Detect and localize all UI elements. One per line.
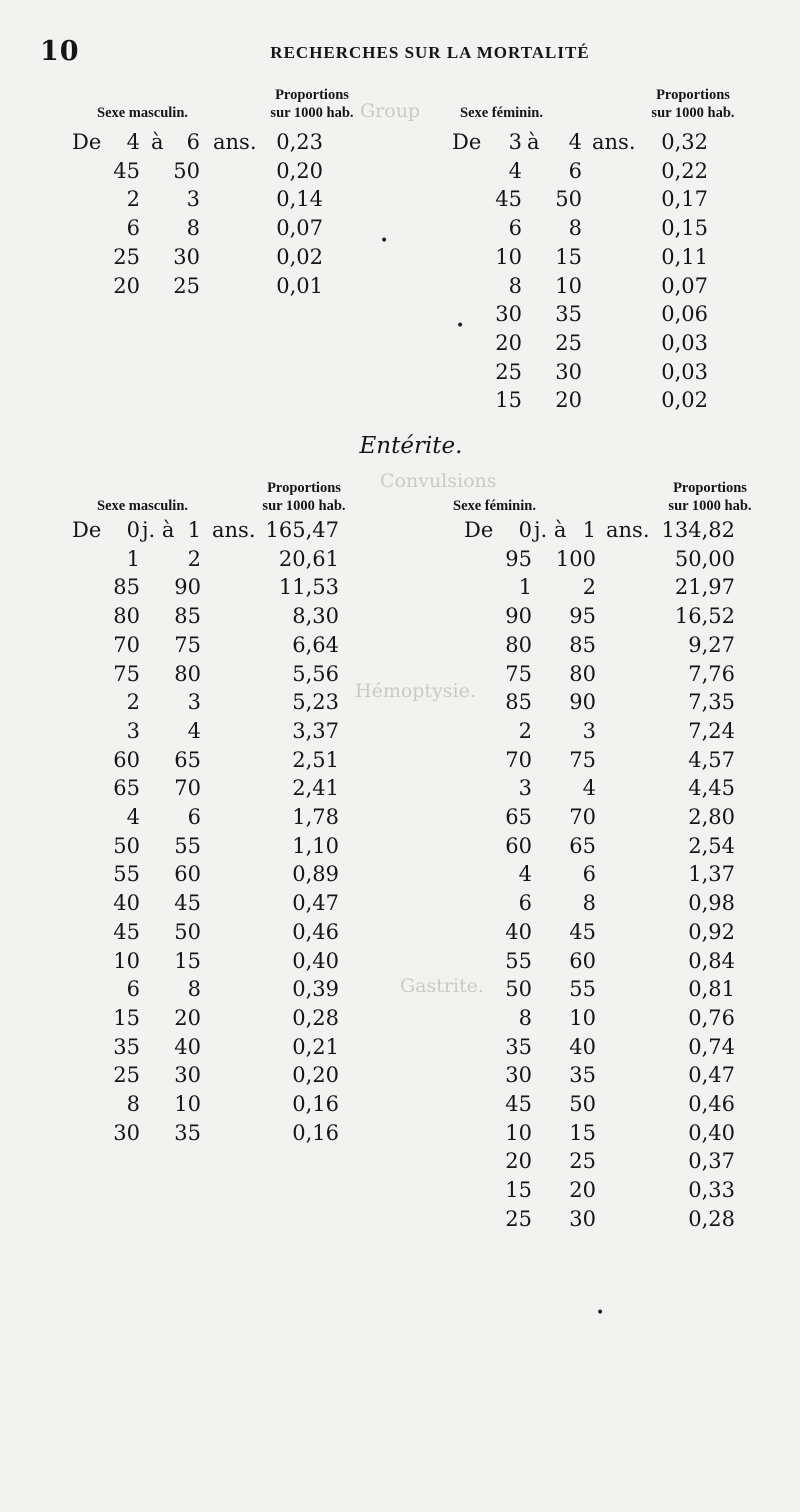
age-from: 15 [495,388,522,413]
age-separator: j. à [142,518,175,542]
age-to: 15 [569,1120,596,1145]
proportion-value: 0,20 [276,158,323,183]
proportion-value: 50,00 [674,546,735,571]
table-row [0,130,800,159]
age-separator: j. à [534,518,567,542]
age-from: 45 [495,187,522,212]
age-to: 55 [569,977,596,1002]
age-from: 25 [113,1063,140,1088]
age-to: 75 [569,747,596,772]
ink-dot: • [456,318,465,334]
table-row [0,834,800,863]
age-from: 40 [505,919,532,944]
age-to: 25 [173,273,200,298]
proportion-value: 0,02 [276,244,323,269]
table-row [0,245,800,274]
enterite-male-column-header [97,480,387,516]
age-from: 75 [505,661,532,686]
age-to: 8 [186,216,200,241]
age-to: 65 [569,833,596,858]
age-from: 15 [113,1005,140,1030]
age-to: 6 [187,805,201,829]
age-to: 85 [569,632,596,657]
age-from: 6 [126,216,140,241]
sexe-label: Sexe féminin. [453,498,536,514]
proportion-value: 0,03 [661,359,708,384]
table-row [0,187,800,216]
table-row [0,1207,800,1236]
age-to: 8 [568,216,582,241]
table-row [0,331,800,360]
age-from: 0 [518,518,532,542]
proportion-value: 0,28 [292,1005,339,1030]
proportion-value: 0,33 [688,1178,735,1203]
table-row [0,302,800,331]
proportion-value: 4,45 [688,776,735,801]
age-to: 25 [569,1149,596,1174]
age-to: 70 [174,776,201,801]
table-row [0,575,800,604]
age-from: 45 [113,919,140,944]
age-unit: ans. [213,130,257,154]
table-row [0,891,800,920]
proportion-value: 0,47 [292,891,339,916]
proportion-value: 0,47 [688,1063,735,1088]
table-row [0,1006,800,1035]
age-to: 50 [174,919,201,944]
show-through-text: Group [360,100,421,122]
proportion-value: 2,41 [292,776,339,801]
age-from: 60 [505,833,532,858]
age-from: 80 [505,632,532,657]
age-from: 70 [505,747,532,772]
proportion-value: 5,23 [292,690,339,715]
age-to: 90 [174,575,201,600]
proportion-value: 7,76 [688,661,735,686]
proportion-value: 0,06 [661,302,708,327]
age-to: 90 [569,690,596,715]
age-from: 20 [495,330,522,355]
age-to: 75 [174,632,201,657]
ink-dot: • [596,1305,605,1321]
age-from: 90 [505,604,532,629]
age-to: 35 [569,1063,596,1088]
table-row [0,1121,800,1150]
age-from: 20 [505,1149,532,1174]
proportions-unit-label: sur 1000 hab. [668,498,752,514]
top-female-column-header [460,87,760,123]
age-to: 20 [555,388,582,413]
proportion-value: 2,80 [688,805,735,829]
age-to: 35 [555,302,582,327]
age-from: 8 [518,1005,532,1030]
age-from: 55 [505,948,532,973]
age-to: 50 [555,187,582,212]
age-from: 0 [126,518,140,542]
age-from: 30 [495,302,522,327]
table-row [0,1063,800,1092]
row-prefix: De [464,518,494,542]
proportion-value: 8,30 [292,604,339,629]
proportion-value: 0,74 [688,1034,735,1059]
proportion-value: 0,32 [661,130,708,154]
proportion-value: 1,78 [292,805,339,829]
age-from: 15 [505,1178,532,1203]
age-separator: à [527,130,540,154]
proportion-value: 0,07 [661,273,708,298]
table-row [0,633,800,662]
age-to: 50 [569,1092,596,1116]
table-row [0,1178,800,1207]
age-from: 75 [113,661,140,686]
age-from: 60 [113,747,140,772]
proportions-unit-label: sur 1000 hab. [651,105,735,121]
proportion-value: 0,14 [276,187,323,212]
age-to: 20 [569,1178,596,1203]
age-to: 40 [174,1034,201,1059]
proportion-value: 0,23 [276,130,323,154]
proportions-unit-label: sur 1000 hab. [270,105,354,121]
proportion-value: 0,37 [688,1149,735,1174]
age-to: 100 [555,546,596,571]
age-to: 3 [582,718,596,743]
proportion-value: 0,39 [292,977,339,1002]
proportion-value: 1,10 [292,833,339,858]
age-to: 30 [174,1063,201,1088]
age-to: 15 [174,948,201,973]
age-to: 10 [555,273,582,298]
proportion-value: 6,64 [292,632,339,657]
table-row [0,977,800,1006]
table-row [0,776,800,805]
age-unit: ans. [212,518,256,542]
table-row [0,604,800,633]
proportion-value: 0,46 [688,1092,735,1116]
age-to: 70 [569,805,596,829]
age-from: 85 [505,690,532,715]
age-to: 8 [187,977,201,1002]
age-from: 8 [126,1092,140,1116]
age-to: 45 [174,891,201,916]
proportion-value: 0,15 [661,216,708,241]
age-from: 35 [505,1034,532,1059]
age-to: 2 [187,546,201,571]
table-row [0,360,800,389]
age-from: 4 [126,805,140,829]
row-prefix: De [452,130,482,154]
age-from: 50 [113,833,140,858]
show-through-text: Gastrite. [400,975,484,997]
row-prefix: De [72,130,102,154]
age-to: 1 [187,518,201,542]
proportion-value: 0,07 [276,216,323,241]
proportions-label: Proportions [267,480,341,496]
age-to: 4 [582,776,596,801]
age-from: 25 [495,359,522,384]
sexe-label: Sexe masculin. [97,498,189,514]
table-row [0,690,800,719]
proportion-value: 0,81 [688,977,735,1002]
age-from: 30 [505,1063,532,1088]
age-from: 6 [126,977,140,1002]
proportion-value: 3,37 [292,718,339,743]
proportion-value: 0,84 [688,948,735,973]
proportion-value: 16,52 [674,604,735,629]
age-to: 25 [555,330,582,355]
table-row [0,388,800,417]
age-to: 4 [568,130,582,154]
proportion-value: 4,57 [688,747,735,772]
sexe-label: Sexe féminin. [460,105,543,121]
age-to: 30 [555,359,582,384]
age-from: 70 [113,632,140,657]
age-to: 3 [187,690,201,715]
proportion-value: 0,28 [688,1206,735,1231]
proportion-value: 11,53 [278,575,339,600]
age-to: 1 [582,518,596,542]
age-from: 10 [113,948,140,973]
age-from: 85 [113,575,140,600]
proportion-value: 1,37 [688,862,735,887]
proportion-value: 7,24 [688,718,735,743]
age-separator: à [151,130,164,154]
table-row [0,805,800,834]
row-prefix: De [72,518,102,542]
age-from: 25 [113,244,140,269]
age-to: 6 [582,862,596,887]
age-from: 1 [126,546,140,571]
proportion-value: 2,51 [292,747,339,772]
age-to: 65 [174,747,201,772]
table-row [0,862,800,891]
table-row [0,662,800,691]
proportion-value: 0,02 [661,388,708,413]
age-from: 3 [508,130,522,154]
proportion-value: 0,92 [688,919,735,944]
age-to: 8 [582,891,596,916]
ink-dot: • [380,233,389,249]
age-to: 50 [173,158,200,183]
age-to: 60 [174,862,201,887]
proportion-value: 5,56 [292,661,339,686]
age-to: 10 [569,1005,596,1030]
proportion-value: 2,54 [688,833,735,858]
age-to: 6 [568,158,582,183]
age-from: 2 [518,718,532,743]
age-unit: ans. [606,518,650,542]
proportion-value: 0,03 [661,330,708,355]
page-number: 10 [40,36,80,67]
age-from: 3 [518,776,532,801]
table-row [0,949,800,978]
age-to: 80 [174,661,201,686]
top-male-column-header [97,87,387,123]
age-from: 80 [113,604,140,629]
age-from: 55 [113,862,140,887]
table-row [0,518,800,547]
age-to: 40 [569,1034,596,1059]
proportion-value: 21,97 [674,575,735,600]
proportion-value: 0,20 [292,1063,339,1088]
age-from: 2 [126,187,140,212]
section-title: Entérite. [359,433,463,459]
age-from: 3 [126,718,140,743]
sexe-label: Sexe masculin. [97,105,189,121]
proportion-value: 0,22 [661,158,708,183]
age-to: 20 [174,1005,201,1030]
age-from: 4 [518,862,532,887]
enterite-female-column-header [453,480,773,516]
proportion-value: 9,27 [688,632,735,657]
age-to: 35 [174,1120,201,1145]
age-to: 30 [569,1206,596,1231]
age-from: 1 [518,575,532,600]
age-unit: ans. [592,130,636,154]
proportion-value: 0,76 [688,1005,735,1030]
age-from: 30 [113,1120,140,1145]
age-to: 85 [174,604,201,629]
table-row [0,719,800,748]
show-through-text: Convulsions [380,470,497,492]
proportion-value: 0,40 [292,948,339,973]
age-from: 10 [495,244,522,269]
table-row [0,547,800,576]
age-from: 20 [113,273,140,298]
age-from: 6 [518,891,532,916]
running-head: RECHERCHES SUR LA MORTALITÉ [270,43,590,62]
age-from: 65 [505,805,532,829]
age-from: 65 [113,776,140,801]
proportion-value: 0,89 [292,862,339,887]
age-from: 40 [113,891,140,916]
table-row [0,920,800,949]
age-from: 45 [505,1092,532,1116]
proportion-value: 0,21 [292,1034,339,1059]
age-from: 95 [505,546,532,571]
age-to: 3 [186,187,200,212]
age-from: 4 [508,158,522,183]
proportion-value: 0,11 [661,244,708,269]
table-row [0,1149,800,1178]
proportions-label: Proportions [673,480,747,496]
age-from: 4 [126,130,140,154]
proportion-value: 0,16 [292,1092,339,1116]
age-from: 6 [508,216,522,241]
proportion-value: 165,47 [265,518,339,542]
table-row [0,748,800,777]
age-to: 15 [555,244,582,269]
age-to: 4 [187,718,201,743]
proportion-value: 20,61 [278,546,339,571]
age-from: 2 [126,690,140,715]
age-to: 95 [569,604,596,629]
age-from: 50 [505,977,532,1002]
proportions-label: Proportions [275,87,349,103]
table-row [0,159,800,188]
table-row [0,216,800,245]
proportion-value: 0,01 [276,273,323,298]
age-to: 55 [174,833,201,858]
proportions-label: Proportions [656,87,730,103]
proportion-value: 0,16 [292,1120,339,1145]
proportion-value: 0,17 [661,187,708,212]
age-from: 35 [113,1034,140,1059]
age-from: 10 [505,1120,532,1145]
proportion-value: 134,82 [661,518,735,542]
table-row [0,1092,800,1121]
age-to: 6 [186,130,200,154]
proportions-unit-label: sur 1000 hab. [262,498,346,514]
proportion-value: 7,35 [688,690,735,715]
proportion-value: 0,46 [292,919,339,944]
age-to: 10 [174,1092,201,1116]
age-from: 8 [508,273,522,298]
age-to: 2 [582,575,596,600]
table-row [0,1035,800,1064]
age-from: 25 [505,1206,532,1231]
age-to: 60 [569,948,596,973]
age-to: 30 [173,244,200,269]
age-to: 45 [569,919,596,944]
proportion-value: 0,40 [688,1120,735,1145]
age-from: 45 [113,158,140,183]
proportion-value: 0,98 [688,891,735,916]
table-row [0,274,800,303]
age-to: 80 [569,661,596,686]
show-through-text: Hémoptysie. [355,680,476,702]
